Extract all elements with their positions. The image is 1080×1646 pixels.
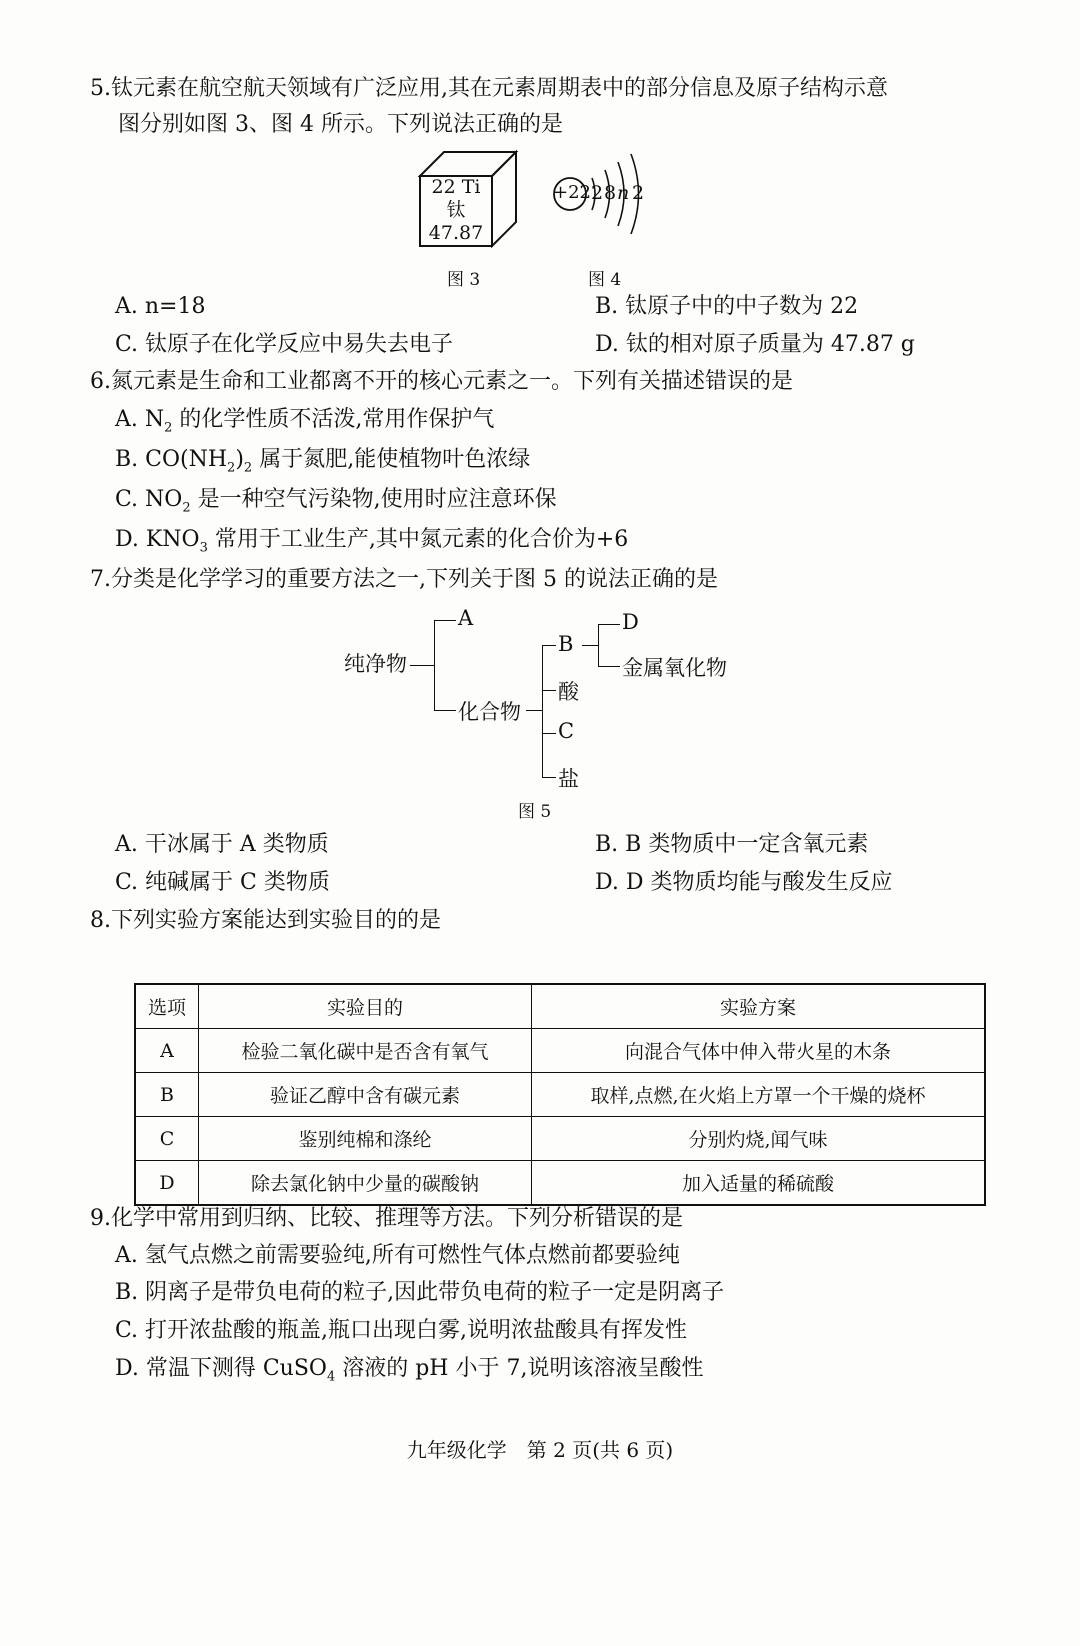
row-option: B	[135, 1073, 199, 1117]
q7-option-d: D. D 类物质均能与酸发生反应	[595, 870, 893, 895]
header-purpose: 实验目的	[199, 984, 532, 1029]
shell-4-electrons: 2	[632, 182, 645, 204]
q9-option-c: C. 打开浓盐酸的瓶盖,瓶口出现白雾,说明浓盐酸具有挥发性	[115, 1318, 688, 1343]
q9-stem: 9.化学中常用到归纳、比较、推理等方法。下列分析错误的是	[90, 1206, 683, 1231]
atomic-number: 22	[431, 176, 456, 198]
row-purpose: 检验二氧化碳中是否含有氧气	[199, 1029, 532, 1073]
row-purpose: 验证乙醇中含有碳元素	[199, 1073, 532, 1117]
q5-option-d: D. 钛的相对原子质量为 47.87 g	[595, 332, 915, 357]
figure-5-caption: 图 5	[518, 802, 552, 822]
q6-option-c: C. $NO_2$ 是一种空气污染物,使用时应注意环保	[115, 487, 557, 516]
node-metal-oxide: 金属氧化物	[622, 656, 727, 680]
table-row	[135, 1161, 985, 1206]
element-name: 钛	[446, 199, 466, 221]
q5-option-c: C. 钛原子在化学反应中易失去电子	[115, 332, 454, 357]
page-footer: 九年级化学 第 2 页(共 6 页)	[406, 1438, 674, 1462]
node-pure-substance: 纯净物	[344, 652, 407, 676]
table-header-row	[135, 984, 985, 1029]
q5-option-b: B. 钛原子中的中子数为 22	[595, 294, 859, 319]
figure-4-caption: 图 4	[588, 270, 622, 290]
q6-option-d: D. $KNO_3$ 常用于工业生产,其中氮元素的化合价为+6	[115, 527, 629, 556]
figure-3-caption: 图 3	[447, 270, 481, 290]
node-salt: 盐	[558, 767, 579, 791]
table-row	[135, 1117, 985, 1161]
shell-3-electrons: n	[617, 182, 630, 204]
q5-stem-line1: 5.钛元素在航空航天领域有广泛应用,其在元素周期表中的部分信息及原子结构示意	[90, 76, 888, 101]
q9-option-a: A. 氢气点燃之前需要验纯,所有可燃性气体点燃前都要验纯	[115, 1243, 680, 1268]
q6-option-a: A. $N_2$ 的化学性质不活泼,常用作保护气	[115, 407, 495, 436]
q7-option-c: C. 纯碱属于 C 类物质	[115, 870, 330, 895]
node-c: C	[558, 719, 575, 743]
header-plan: 实验方案	[532, 984, 986, 1029]
shell-2-electrons: 8	[604, 182, 617, 204]
table-row	[135, 1073, 985, 1117]
row-option: D	[135, 1161, 199, 1206]
row-plan: 取样,点燃,在火焰上方罩一个干燥的烧杯	[532, 1073, 986, 1117]
node-d: D	[622, 610, 639, 634]
node-b: B	[558, 632, 574, 656]
node-acid: 酸	[558, 680, 579, 704]
nucleus-charge: +22	[553, 182, 591, 203]
q5-option-a: A. n=18	[115, 294, 206, 319]
q9-option-b: B. 阴离子是带负电荷的粒子,因此带负电荷的粒子一定是阴离子	[115, 1280, 725, 1305]
q9-option-d: D. 常温下测得 CuSO$_4$ 溶液的 pH 小于 7,说明该溶液呈酸性	[115, 1356, 704, 1385]
row-plan: 加入适量的稀硫酸	[532, 1161, 986, 1206]
atomic-mass: 47.87	[428, 222, 484, 244]
row-purpose: 除去氯化钠中少量的碳酸钠	[199, 1161, 532, 1206]
node-a: A	[458, 606, 474, 630]
row-purpose: 鉴别纯棉和涤纶	[199, 1117, 532, 1161]
table-row	[135, 1029, 985, 1073]
q5-stem-line2: 图分别如图 3、图 4 所示。下列说法正确的是	[118, 112, 563, 137]
element-cell	[420, 176, 492, 245]
row-plan: 分别灼烧,闻气味	[532, 1117, 986, 1161]
q6-option-b: B. $CO(NH_2)_2$ 属于氮肥,能使植物叶色浓绿	[115, 447, 531, 476]
shell-1-electrons: 2	[591, 182, 604, 204]
header-option: 选项	[135, 984, 199, 1029]
row-option: C	[135, 1117, 199, 1161]
element-symbol: Ti	[461, 176, 481, 198]
row-option: A	[135, 1029, 199, 1073]
q7-stem: 7.分类是化学学习的重要方法之一,下列关于图 5 的说法正确的是	[90, 567, 718, 592]
q7-option-b: B. B 类物质中一定含氧元素	[595, 832, 869, 857]
experiment-table	[134, 983, 986, 1206]
q6-stem: 6.氮元素是生命和工业都离不开的核心元素之一。下列有关描述错误的是	[90, 369, 793, 394]
row-plan: 向混合气体中伸入带火星的木条	[532, 1029, 986, 1073]
q7-option-a: A. 干冰属于 A 类物质	[115, 832, 329, 857]
node-compound: 化合物	[458, 700, 521, 724]
q8-stem: 8.下列实验方案能达到实验目的的是	[90, 908, 441, 933]
